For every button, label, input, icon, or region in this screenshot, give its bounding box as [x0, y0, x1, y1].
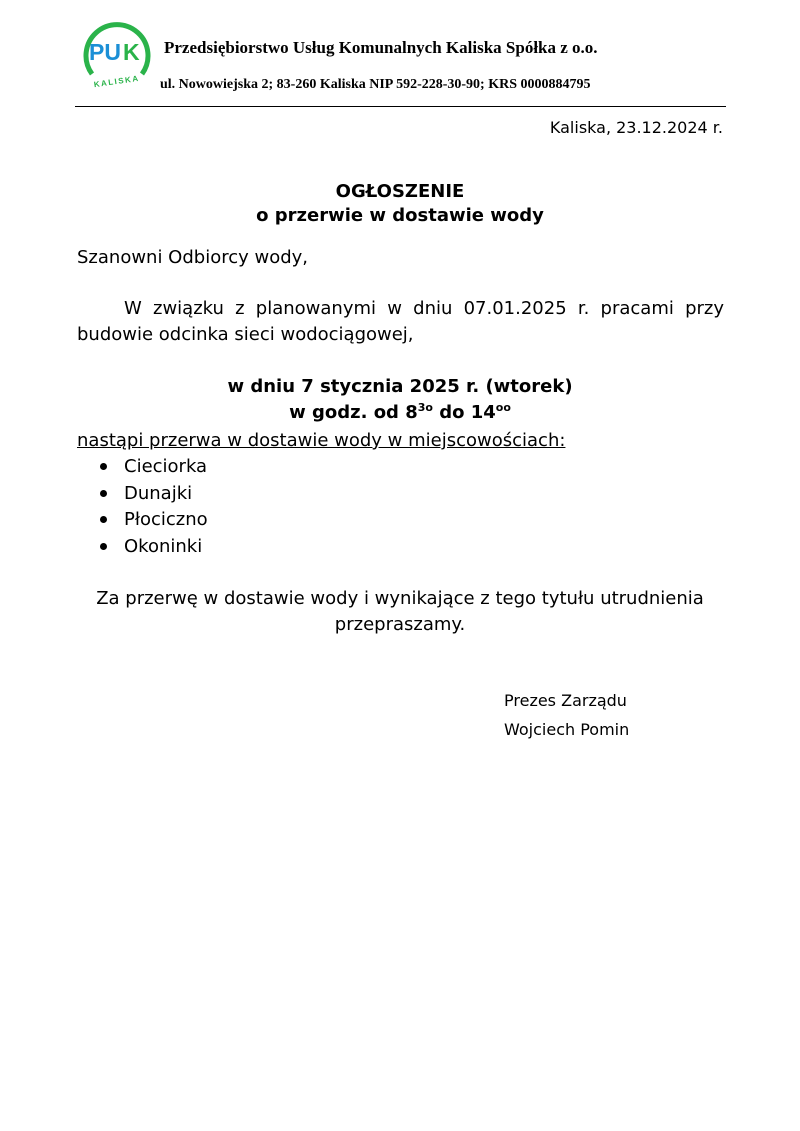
apology: [0, 586, 800, 638]
logo-text-k: K: [123, 39, 140, 65]
outage-time-middle: do 14: [432, 402, 496, 423]
place-name: Okoninki: [124, 535, 203, 557]
document-date: Kaliska, 23.12.2024 r.: [549, 118, 723, 137]
outage-date: w dniu 7 stycznia 2025 r. (wtorek): [227, 376, 573, 397]
outage-notice: nastąpi przerwa w dostawie wody w miejscowościach:: [77, 430, 566, 451]
company-name: Przedsiębiorstwo Usług Komunalnych Kaliska Spółka z o.o.: [164, 38, 598, 57]
outage-time-prefix: w godz. od 8: [289, 402, 418, 423]
signature-name: Wojciech Pomin: [504, 720, 630, 739]
signature-role: Prezes Zarządu: [504, 691, 627, 710]
bullet-icon: [100, 463, 107, 470]
intro-paragraph: W związku z planowanymi w dniu 07.01.2025 r. pracami przy budowie odcinka sieci wodociągowej,: [77, 298, 724, 345]
company-logo: [80, 18, 154, 92]
place-name: Dunajki: [124, 482, 193, 504]
apology-line-2: przepraszamy.: [334, 614, 466, 635]
outage-time: [0, 402, 800, 423]
outage-time-end-minutes: oo: [495, 401, 511, 414]
place-name: Płociczno: [124, 509, 208, 530]
bullet-icon: [100, 490, 107, 497]
header-divider: [75, 106, 726, 107]
logo-subtext: KALISKA: [93, 73, 141, 90]
bullet-icon: [100, 543, 107, 550]
logo-text-pu: PU: [89, 39, 121, 65]
apology-line-1: Za przerwę w dostawie wody i wynikające z tego tytułu utrudnienia: [96, 588, 704, 609]
outage-time-start-minutes: 3o: [417, 401, 433, 414]
company-address: ul. Nowowiejska 2; 83-260 Kaliska NIP 592-228-30-90; KRS 0000884795: [160, 77, 591, 92]
greeting: Szanowni Odbiorcy wody,: [77, 247, 309, 268]
bullet-icon: [100, 516, 107, 523]
place-name: Cieciorka: [124, 456, 208, 477]
announcement-title: OGŁOSZENIE: [335, 181, 465, 202]
announcement-subtitle: o przerwie w dostawie wody: [256, 205, 544, 226]
